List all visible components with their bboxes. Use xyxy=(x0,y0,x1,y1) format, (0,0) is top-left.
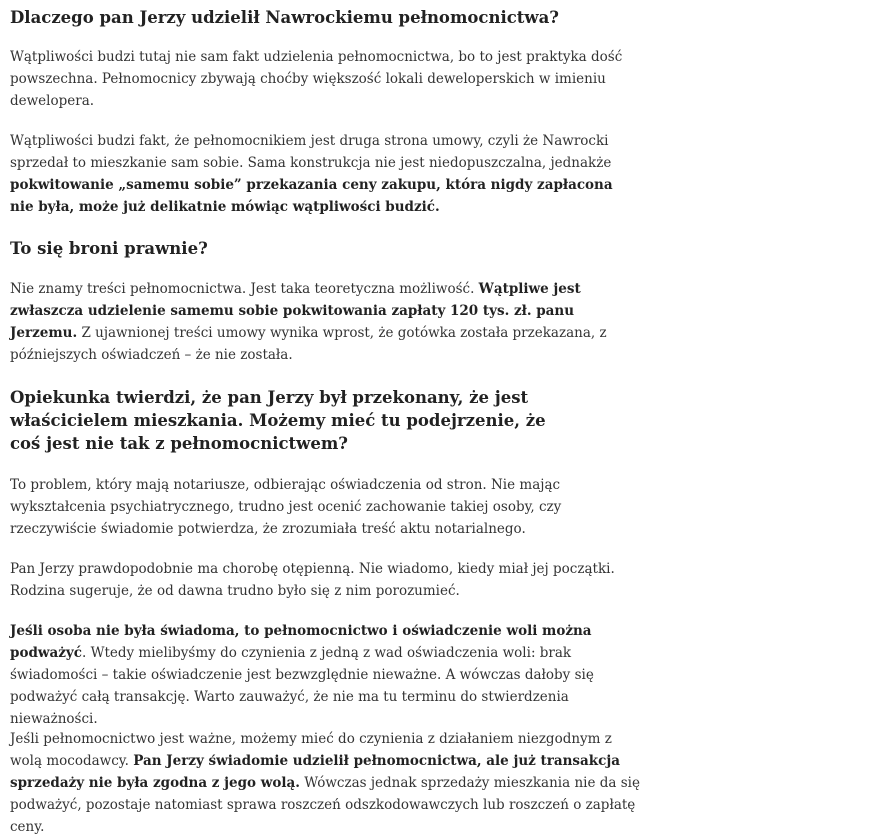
section-heading: To się broni prawnie? xyxy=(10,239,208,258)
emphasis-text: pokwitowanie „samemu sobie” przekazania ceny zakupu, która nigdy zapłacona nie była, może już delikatnie mówiąc wątpliwości budzić. xyxy=(10,177,613,215)
emphasis-text: Pan Jerzy świadomie udzielił pełnomocnictwa, ale już transakcja sprzedaży nie była zgodna z jego wolą. xyxy=(10,753,620,791)
paragraph xyxy=(10,278,640,366)
paragraph-text: Wątpliwości budzi fakt, że pełnomocnikiem jest druga strona umowy, czyli że Nawrocki sprzedał to mieszkanie sam sobie. Sama konstrukcja nie jest niedopuszczalna, jednakże xyxy=(10,133,612,171)
paragraph: Pan Jerzy prawdopodobnie ma chorobę otępienną. Nie wiadomo, kiedy miał jej początki. Rodzina sugeruje, że od dawna trudno było się z nim porozumieć. xyxy=(10,561,615,599)
paragraph-text: Wówczas jednak sprzedaży mieszkania nie da się podważyć, pozostaje natomiast sprawa roszczeń odszkodowawczych lub roszczeń o zapłatę ceny. xyxy=(10,775,640,835)
paragraph-text: Z ujawnionej treści umowy wynika wprost, że gotówka została przekazana, z późniejszych oświadczeń – że nie została. xyxy=(10,325,607,363)
paragraph xyxy=(10,130,640,218)
section-heading: Opiekunka twierdzi, że pan Jerzy był przekonany, że jest właścicielem mieszkania. Możemy mieć tu podejrzenie, że coś jest nie tak z pełnomocnictwem? xyxy=(10,388,546,453)
emphasis-text: Jeśli osoba nie była świadoma, to pełnomocnictwo i oświadczenie woli można podważyć xyxy=(10,623,592,661)
paragraph-text: . Wtedy mielibyśmy do czynienia z jedną z wad oświadczenia woli: brak świadomości – takie oświadczenie jest bezwzględnie nieważne. A wówczas dałoby się podważyć całą transakcję. Warto zauważyć, że nie ma tu terminu do stwierdzenia nieważności. xyxy=(10,645,594,727)
paragraph xyxy=(10,620,640,730)
paragraph-text: Jeśli pełnomocnictwo jest ważne, możemy mieć do czynienia z działaniem niezgodnym z wolą mocodawcy. xyxy=(10,731,612,769)
paragraph: Wątpliwości budzi tutaj nie sam fakt udzielenia pełnomocnictwa, bo to jest praktyka dość powszechna. Pełnomocnicy zbywają choćby większość lokali deweloperskich w imieniu dewelopera. xyxy=(10,49,623,109)
paragraph-text: Nie znamy treści pełnomocnictwa. Jest taka teoretyczna możliwość. xyxy=(10,281,479,297)
paragraph: To problem, który mają notariusze, odbierając oświadczenia od stron. Nie mając wykształcenia psychiatrycznego, trudno jest ocenić zachowanie takiej osoby, czy rzeczywiście świadomie potwierdza, że zrozumiała treść aktu notarialnego. xyxy=(10,477,562,537)
emphasis-text: Wątpliwe jest zwłaszcza udzielenie samemu sobie pokwitowania zapłaty 120 tys. zł. panu Jerzemu. xyxy=(10,281,581,341)
section-heading: Dlaczego pan Jerzy udzielił Nawrockiemu pełnomocnictwa? xyxy=(10,8,559,27)
paragraph xyxy=(10,728,640,838)
